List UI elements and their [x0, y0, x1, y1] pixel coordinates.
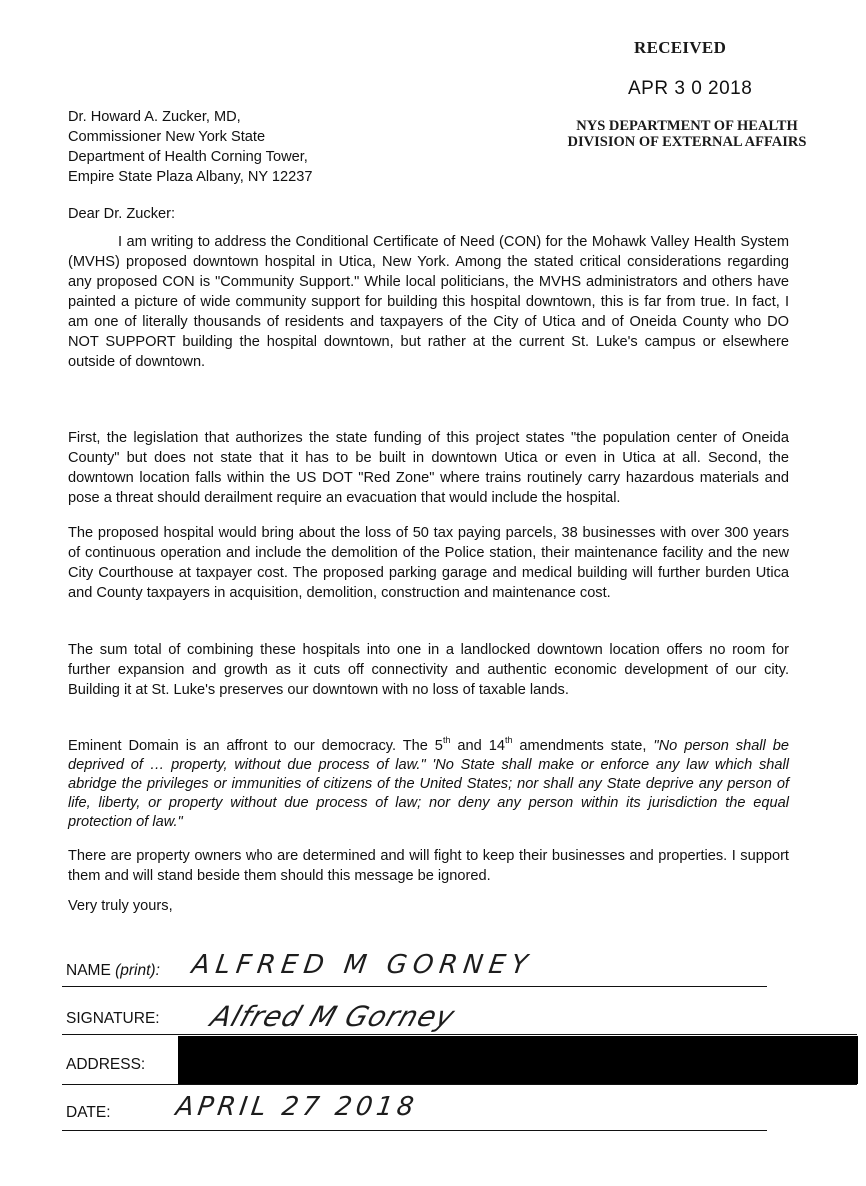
p5-superscript: th [442, 735, 451, 745]
body-paragraph-2: First, the legislation that authorizes the state funding of this project states "the population center of Oneida County" but does not state that it has to be built in downtown Utica or even in Utica at all. Second, the downtown location falls within the US DOT "Red Zone" where trains routinely carry hazardous materials and pose a threat should derailment require an evacuation that would include the hospital. [68, 430, 789, 506]
recipient-address [68, 107, 312, 187]
recipient-line: Department of Health Corning Tower, [68, 149, 308, 165]
recipient-line: Empire State Plaza Albany, NY 12237 [68, 169, 313, 185]
constitutional-quote: "No person shall be deprived of … property, without due process of law." 'No State shall make or enforce any law which shall abridge the privileges or immunities of citizens of the United States; nor shall any State deprive any person of life, liberty, or property without due process of law; nor deny any person within its jurisdiction the equal protection of law." [68, 738, 789, 830]
body-paragraph-6: There are property owners who are determined and will fight to keep their businesses and properties. I support them and will stand beside them should this message be ignored. [68, 848, 789, 884]
closing: Very truly yours, [68, 898, 173, 914]
handwritten-date: APRIL 27 2018 [173, 1092, 420, 1122]
stamp-dept-line1: NYS DEPARTMENT OF HEALTH [576, 118, 798, 134]
p5-text: Eminent Domain is an affront to our democracy. The 5 [68, 738, 443, 754]
body-paragraph-1: I am writing to address the Conditional Certificate of Need (CON) for the Mohawk Valley Health System (MVHS) proposed downtown hospital in Utica, New York. Among the stated critical considerations regarding any proposed CON is "Community Support." While local politicians, the MVHS administrators and others have painted a picture of wide community support for building this hospital downtown, this is far from true. In fact, I am one of literally thousands of residents and taxpayers of the City of Utica and of Oneida County who DO NOT SUPPORT building the hospital downtown, but rather at the current St. Luke's campus or elsewhere outside of downtown. [68, 234, 789, 370]
received-stamp-title: RECEIVED [634, 38, 727, 57]
date-label: DATE: [66, 1104, 111, 1121]
handwritten-signature: Alfred M Gorney [206, 1000, 460, 1033]
body-paragraph-5 [68, 737, 789, 832]
received-stamp-department [562, 118, 812, 150]
handwritten-name: ALFRED M GORNEY [189, 950, 536, 980]
salutation: Dear Dr. Zucker: [68, 206, 176, 222]
received-stamp-date: APR 3 0 2018 [628, 78, 753, 99]
name-line [62, 986, 767, 987]
name-label [66, 962, 160, 980]
body-paragraph-4: The sum total of combining these hospitals into one in a landlocked downtown location offers no room for further expansion and growth as it cuts off connectivity and authentic economic development of our city. Building it at St. Luke's preserves our downtown with no loss of taxable lands. [68, 642, 789, 698]
date-line [62, 1130, 767, 1131]
signature-label: SIGNATURE: [66, 1010, 160, 1027]
address-line [62, 1084, 857, 1085]
recipient-line: Commissioner New York State [68, 129, 266, 145]
redaction-box [178, 1036, 858, 1084]
stamp-dept-line2: DIVISION OF EXTERNAL AFFAIRS [567, 134, 807, 150]
name-label-text: NAME [66, 962, 116, 979]
name-label-print: (print): [115, 962, 160, 979]
recipient-line: Dr. Howard A. Zucker, MD, [68, 109, 241, 125]
p5-text: amendments state, [512, 738, 654, 754]
p5-text: and 14 [450, 738, 505, 754]
signature-line [62, 1034, 857, 1035]
p5-superscript: th [504, 735, 513, 745]
address-label: ADDRESS: [66, 1056, 146, 1073]
body-paragraph-3: The proposed hospital would bring about the loss of 50 tax paying parcels, 38 businesses with over 300 years of continuous operation and include the demolition of the Police station, their maintenance facility and the new City Courthouse at taxpayer cost. The proposed parking garage and medical building will further burden Utica and County taxpayers in acquisition, demolition, construction and maintenance cost. [68, 525, 789, 601]
